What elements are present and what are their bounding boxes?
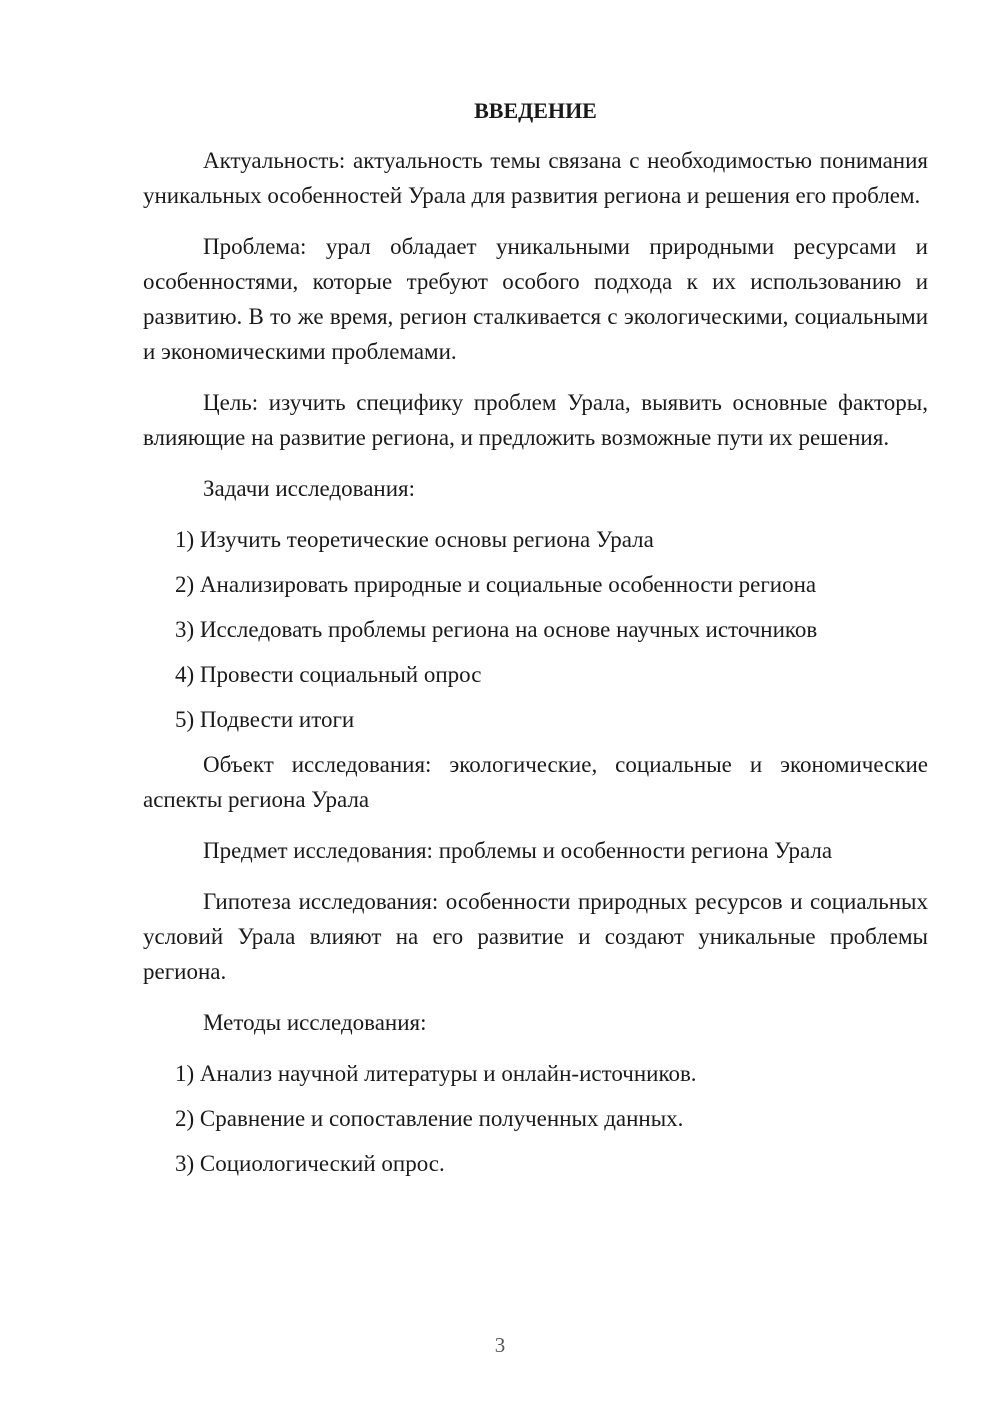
hypothesis-paragraph: Гипотеза исследования: особенности природных ресурсов и социальных условий Урала влияют на его развитие и создают уникальные проблемы региона. — [143, 889, 928, 984]
goal-paragraph: Цель: изучить специфику проблем Урала, выявить основные факторы, влияющие на развитие региона, и предложить возможные пути их решения. — [143, 390, 928, 450]
object-paragraph: Объект исследования: экологические, социальные и экономические аспекты региона Урала — [143, 752, 928, 812]
methods-list — [143, 1056, 928, 1181]
tasks-heading: Задачи исследования: — [203, 476, 416, 501]
document-body — [143, 96, 928, 1191]
page-title: ВВЕДЕНИЕ — [474, 98, 597, 123]
method-item: 2) Сравнение и сопоставление полученных данных. — [175, 1106, 684, 1131]
task-item: 3) Исследовать проблемы региона на основе научных источников — [175, 617, 818, 642]
relevance-paragraph: Актуальность: актуальность темы связана с необходимостью понимания уникальных особенностей Урала для развития региона и решения его проблем. — [143, 148, 928, 208]
method-item: 3) Социологический опрос. — [175, 1151, 445, 1176]
subject-paragraph: Предмет исследования: проблемы и особенности региона Урала — [203, 838, 833, 863]
methods-heading: Методы исследования: — [203, 1010, 427, 1035]
task-item: 4) Провести социальный опрос — [175, 662, 482, 687]
problem-paragraph: Проблема: урал обладает уникальными природными ресурсами и особенностями, которые требуют особого подхода к их использованию и развитию. В то же время, регион сталкивается с экологическими, социальными и экономическими проблемами. — [143, 234, 928, 364]
page-number: 3 — [494, 1333, 506, 1357]
method-item: 1) Анализ научной литературы и онлайн-источников. — [175, 1061, 697, 1086]
task-item: 1) Изучить теоретические основы региона Урала — [175, 527, 654, 552]
task-item: 5) Подвести итоги — [175, 707, 355, 732]
tasks-list — [143, 522, 928, 737]
task-item: 2) Анализировать природные и социальные особенности региона — [175, 572, 817, 597]
